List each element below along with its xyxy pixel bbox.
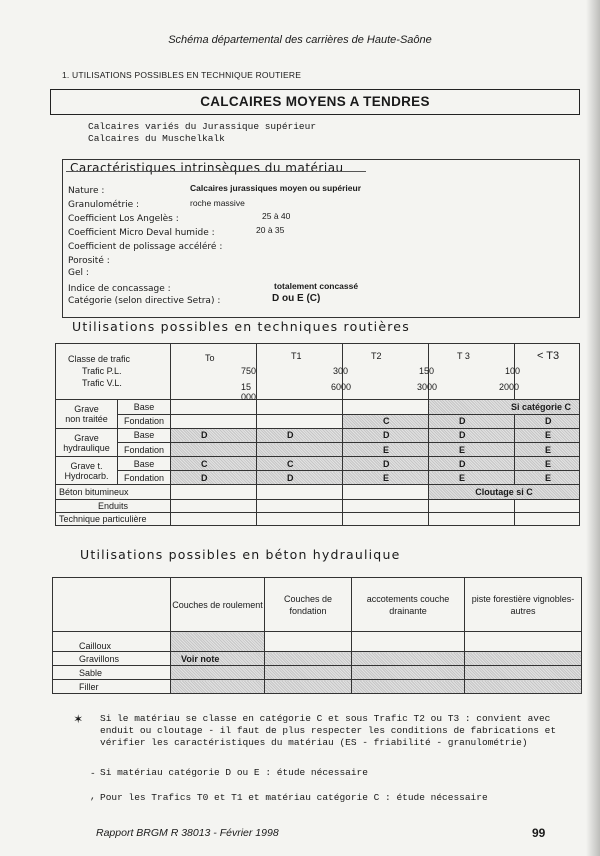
cell <box>343 485 429 499</box>
cell <box>352 632 465 652</box>
gnt-label <box>56 399 118 428</box>
beton-section-title: Utilisations possibles en béton hydraulique <box>80 547 401 562</box>
gt-base-to: C <box>171 457 257 471</box>
cell <box>265 632 352 652</box>
cell <box>343 399 429 414</box>
cell <box>257 499 343 512</box>
cell <box>257 399 343 414</box>
note-2: Si matériau catégorie D ou E : étude nécessaire <box>100 767 368 778</box>
road-usage-table <box>55 343 580 526</box>
gt-base-row <box>56 457 580 471</box>
si-cat-c: Si catégorie C <box>510 401 571 412</box>
gt-label-1: Grave t. <box>70 460 103 471</box>
section-title: 1. UTILISATIONS POSSIBLES EN TECHNIQUE ROUTIERE <box>62 70 302 80</box>
cell <box>171 485 257 499</box>
cell <box>465 632 582 652</box>
vl-15000: 15 000 <box>241 382 257 402</box>
subtype-1: Calcaires variés du Jurassique supérieur <box>88 121 317 132</box>
gnt-fond-label: Fondation <box>118 414 171 428</box>
filler-label: Filler <box>53 680 171 694</box>
sable-label: Sable <box>53 666 171 680</box>
road-section-title: Utilisations possibles en techniques routières <box>72 319 410 334</box>
categorie-label: Catégorie (selon directive Setra) : <box>68 296 221 306</box>
porosite-label: Porosité : <box>68 256 110 266</box>
nature-label: Nature : <box>68 186 105 196</box>
cell <box>171 512 257 525</box>
cell <box>343 499 429 512</box>
cell <box>171 499 257 512</box>
vl-label: Trafic V.L. <box>82 378 122 389</box>
beton-bitumineux-row <box>56 485 580 499</box>
gh-label-2: hydraulique <box>63 442 110 453</box>
gt-fond-t1: D <box>257 471 343 485</box>
cell <box>53 578 171 632</box>
cell <box>429 499 515 512</box>
class-below-t3 <box>515 344 580 400</box>
traffic-labels <box>56 344 171 400</box>
vl-6000: 6000 <box>331 382 352 392</box>
gt-fond-lt3: E <box>515 471 580 485</box>
gt-base-t1: C <box>257 457 343 471</box>
class-to <box>171 344 257 400</box>
polissage-label: Coefficient de polissage accéléré : <box>68 242 223 252</box>
cell <box>515 499 580 512</box>
note-2-mark: - <box>90 768 96 779</box>
gh-base-to: D <box>171 428 257 442</box>
cloutage: Cloutage si C <box>475 487 533 498</box>
nature-value: Calcaires jurassiques moyen ou supérieur <box>190 183 362 193</box>
col-fondation: Couches de fondation <box>265 578 352 632</box>
cell <box>257 443 343 457</box>
cell <box>171 443 257 457</box>
note-3-mark: , <box>90 791 96 802</box>
gt-base-t2: D <box>343 457 429 471</box>
gnt-fond-t2: C <box>343 414 429 428</box>
gh-fond-lt3: E <box>515 443 580 457</box>
gh-base-t3: D <box>429 428 515 442</box>
micro-deval-label: Coefficient Micro Deval humide : <box>68 228 215 238</box>
gravillons-label: Gravillons <box>53 652 171 666</box>
gt-base-label: Base <box>118 457 171 471</box>
note-1: Si le matériau se classe en catégorie C et sous Trafic T2 ou T3 : convient avec enduit ou cloutage - il faut de plus respecter les conditions de fabrications et vérifier les caractéristiques du matériau (ES - friabilité - granulométrie) <box>100 713 557 748</box>
enduits-row <box>56 499 580 512</box>
gt-fond-t3: E <box>429 471 515 485</box>
granulometrie-label: Granulométrie : <box>68 200 140 210</box>
cell <box>352 680 465 694</box>
gt-fond-t2: E <box>343 471 429 485</box>
gnt-fond-lt3: D <box>515 414 580 428</box>
class-t2 <box>343 344 438 400</box>
gt-fond-to: D <box>171 471 257 485</box>
concassage-label: Indice de concassage : <box>68 284 171 294</box>
cloutage-cell <box>429 485 580 499</box>
gt-fond-label: Fondation <box>118 471 171 485</box>
cell <box>429 512 515 525</box>
subtype-2: Calcaires du Muschelkalk <box>88 133 225 144</box>
class-below-t3-label: < T3 <box>537 350 560 362</box>
technique-row <box>56 512 580 525</box>
col-accotements: accotements couche drainante <box>352 578 465 632</box>
gh-base-label: Base <box>118 428 171 442</box>
cell <box>465 666 582 680</box>
note-3: Pour les Trafics T0 et T1 et matériau catégorie C : étude nécessaire <box>100 792 488 803</box>
sable-row <box>53 666 582 680</box>
cell <box>343 512 429 525</box>
filler-row <box>53 680 582 694</box>
gnt-fond-row <box>56 414 580 428</box>
col-roulement: Couches de roulement <box>171 578 265 632</box>
technique-label: Technique particulière <box>56 512 171 525</box>
beton-usage-table <box>52 577 582 694</box>
gh-fond-label: Fondation <box>118 443 171 457</box>
cell <box>465 680 582 694</box>
beton-bitumineux-label: Béton bitumineux <box>56 485 171 499</box>
gnt-label-1: Grave <box>74 403 99 414</box>
gh-fond-t3: E <box>429 443 515 457</box>
cailloux-label: Cailloux <box>53 632 171 652</box>
col-piste: piste forestière vignobles-autres <box>465 578 582 632</box>
cell <box>171 414 257 428</box>
note-1-mark: ✶ <box>74 712 83 728</box>
micro-deval-value: 20 à 35 <box>256 225 285 235</box>
gh-label <box>56 428 118 456</box>
gnt-base-row <box>56 399 580 414</box>
gt-label-2: Hydrocarb. <box>64 470 109 481</box>
cell <box>171 666 265 680</box>
cell <box>265 652 352 666</box>
concassage-value: totalement concassé <box>274 281 359 291</box>
gt-base-t3: D <box>429 457 515 471</box>
cell <box>515 512 580 525</box>
gh-fond-row <box>56 443 580 457</box>
class-t2-label: T2 <box>371 351 382 361</box>
pl-100: 100 <box>505 366 521 376</box>
cell <box>257 414 343 428</box>
cell <box>265 666 352 680</box>
beton-header-row <box>53 578 582 632</box>
categorie-value: D ou E (C) <box>272 293 321 304</box>
si-cat-c-cell <box>429 399 580 414</box>
footer: Rapport BRGM R 38013 - Février 1998 <box>96 827 279 839</box>
class-t1 <box>257 344 352 400</box>
scan-edge-shadow <box>586 0 600 856</box>
class-t1-label: T1 <box>291 351 302 361</box>
granulometrie-value: roche massive <box>190 198 245 208</box>
gnt-label-2: non traitée <box>65 413 108 424</box>
class-to-label: To <box>205 353 215 363</box>
voir-note: Voir note <box>171 652 265 666</box>
classe-label: Classe de trafic <box>68 354 131 365</box>
vl-2000: 2000 <box>499 382 520 392</box>
gh-base-lt3: E <box>515 428 580 442</box>
material-title: CALCAIRES MOYENS A TENDRES <box>50 89 580 115</box>
cell <box>171 632 265 652</box>
cell <box>465 652 582 666</box>
gel-label: Gel : <box>68 268 89 278</box>
pl-label: Trafic P.L. <box>82 366 122 377</box>
gt-label <box>56 457 118 485</box>
pl-750: 750 <box>241 366 257 376</box>
characteristics-underline <box>66 171 366 172</box>
gh-label-1: Grave <box>74 432 99 443</box>
gh-base-row <box>56 428 580 442</box>
running-header: Schéma départemental des carrières de Haute-Saône <box>168 34 432 46</box>
gh-fond-t2: E <box>343 443 429 457</box>
cailloux-row <box>53 632 582 652</box>
pl-300: 300 <box>333 366 349 376</box>
traffic-header-row <box>56 344 580 400</box>
gh-base-t1: D <box>257 428 343 442</box>
cell <box>257 512 343 525</box>
gh-base-t2: D <box>343 428 429 442</box>
enduits-label: Enduits <box>56 499 171 512</box>
los-angeles-label: Coefficient Los Angelès : <box>68 214 179 224</box>
gt-fond-row <box>56 471 580 485</box>
class-t3 <box>429 344 521 400</box>
vl-3000: 3000 <box>417 382 438 392</box>
gt-base-lt3: E <box>515 457 580 471</box>
cell <box>171 680 265 694</box>
cell <box>257 485 343 499</box>
los-angeles-value: 25 à 40 <box>262 211 291 221</box>
class-t3-label: T 3 <box>457 351 470 361</box>
cell <box>265 680 352 694</box>
cell <box>352 652 465 666</box>
page-number: 99 <box>532 826 546 840</box>
gravillons-row <box>53 652 582 666</box>
pl-150: 150 <box>419 366 435 376</box>
cell <box>352 666 465 680</box>
gnt-base-label: Base <box>118 399 171 414</box>
gnt-fond-t3: D <box>429 414 515 428</box>
characteristics-title: Caractéristiques intrinsèques du matériau <box>70 161 344 175</box>
